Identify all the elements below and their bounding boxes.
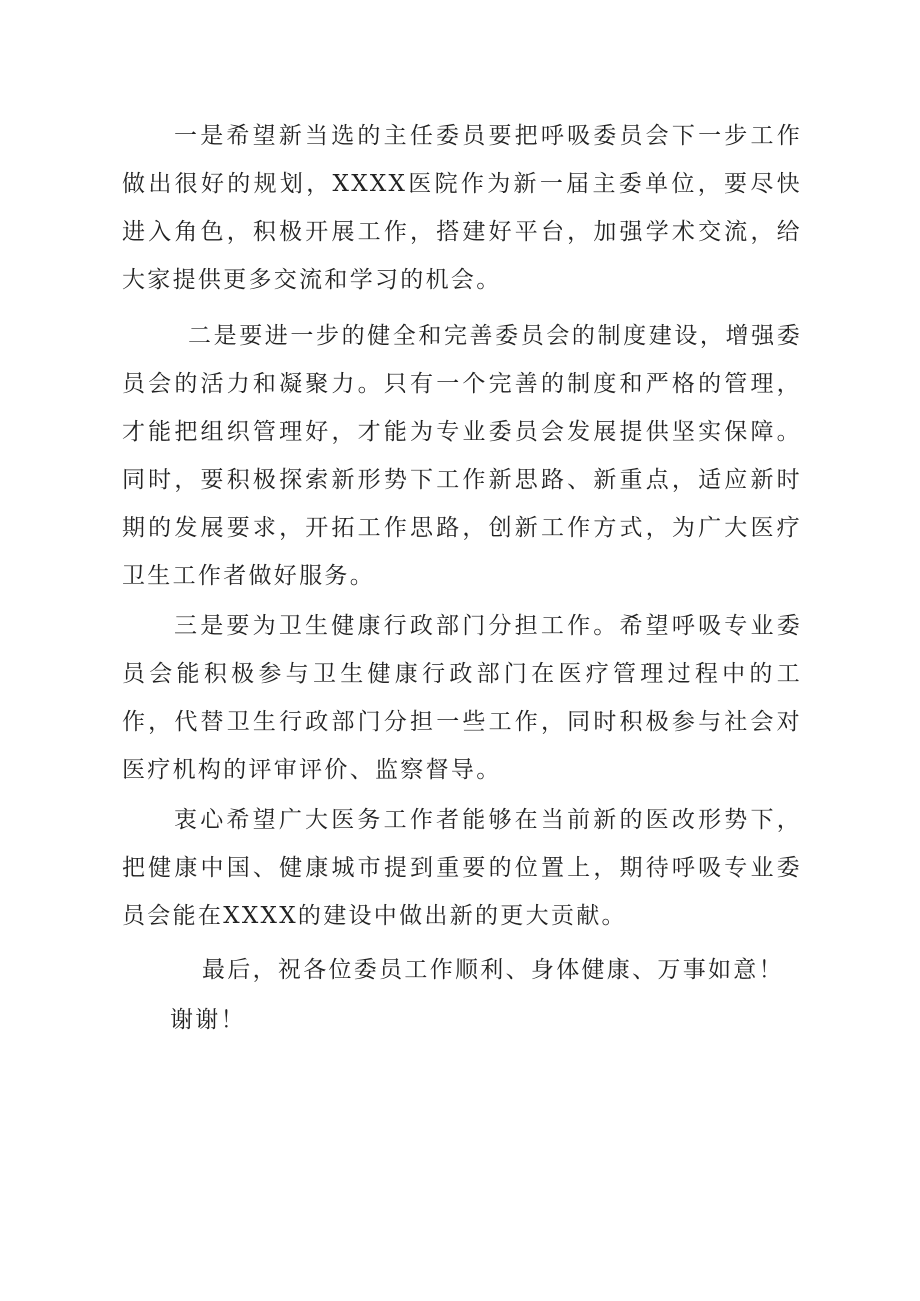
paragraph-3: 三是要为卫生健康行政部门分担工作。希望呼吸专业委员会能积极参与卫生健康行政部门在医疗管理过程中的工作，代替卫生行政部门分担一些工作，同时积极参与社会对医疗机构的评审评价、监察督导。	[122, 613, 802, 783]
paragraph-4: 衷心希望广大医务工作者能够在当前新的医改形势下，把健康中国、健康城市提到重要的位置上，期待呼吸专业委员会能在XXXX的建设中做出新的更大贡献。	[122, 807, 802, 929]
closing-wishes: 最后，祝各位委员工作顺利、身体健康、万事如意！	[202, 957, 784, 983]
thanks-line: 谢谢！	[170, 1007, 246, 1033]
document-body	[122, 112, 802, 1044]
paragraph-1: 一是希望新当选的主任委员要把呼吸委员会下一步工作做出很好的规划，XXXX医院作为新一届主委单位，要尽快进入角色，积极开展工作，搭建好平台，加强学术交流，给大家提供更多交流和学习的机会。	[122, 123, 802, 293]
paragraph-2: 二是要进一步的健全和完善委员会的制度建设，增强委员会的活力和凝聚力。只有一个完善的制度和严格的管理，才能把组织管理好，才能为专业委员会发展提供坚实保障。同时，要积极探索新形势下工作新思路、新重点，适应新时期的发展要求，开拓工作思路，创新工作方式，为广大医疗卫生工作者做好服务。	[122, 323, 802, 589]
